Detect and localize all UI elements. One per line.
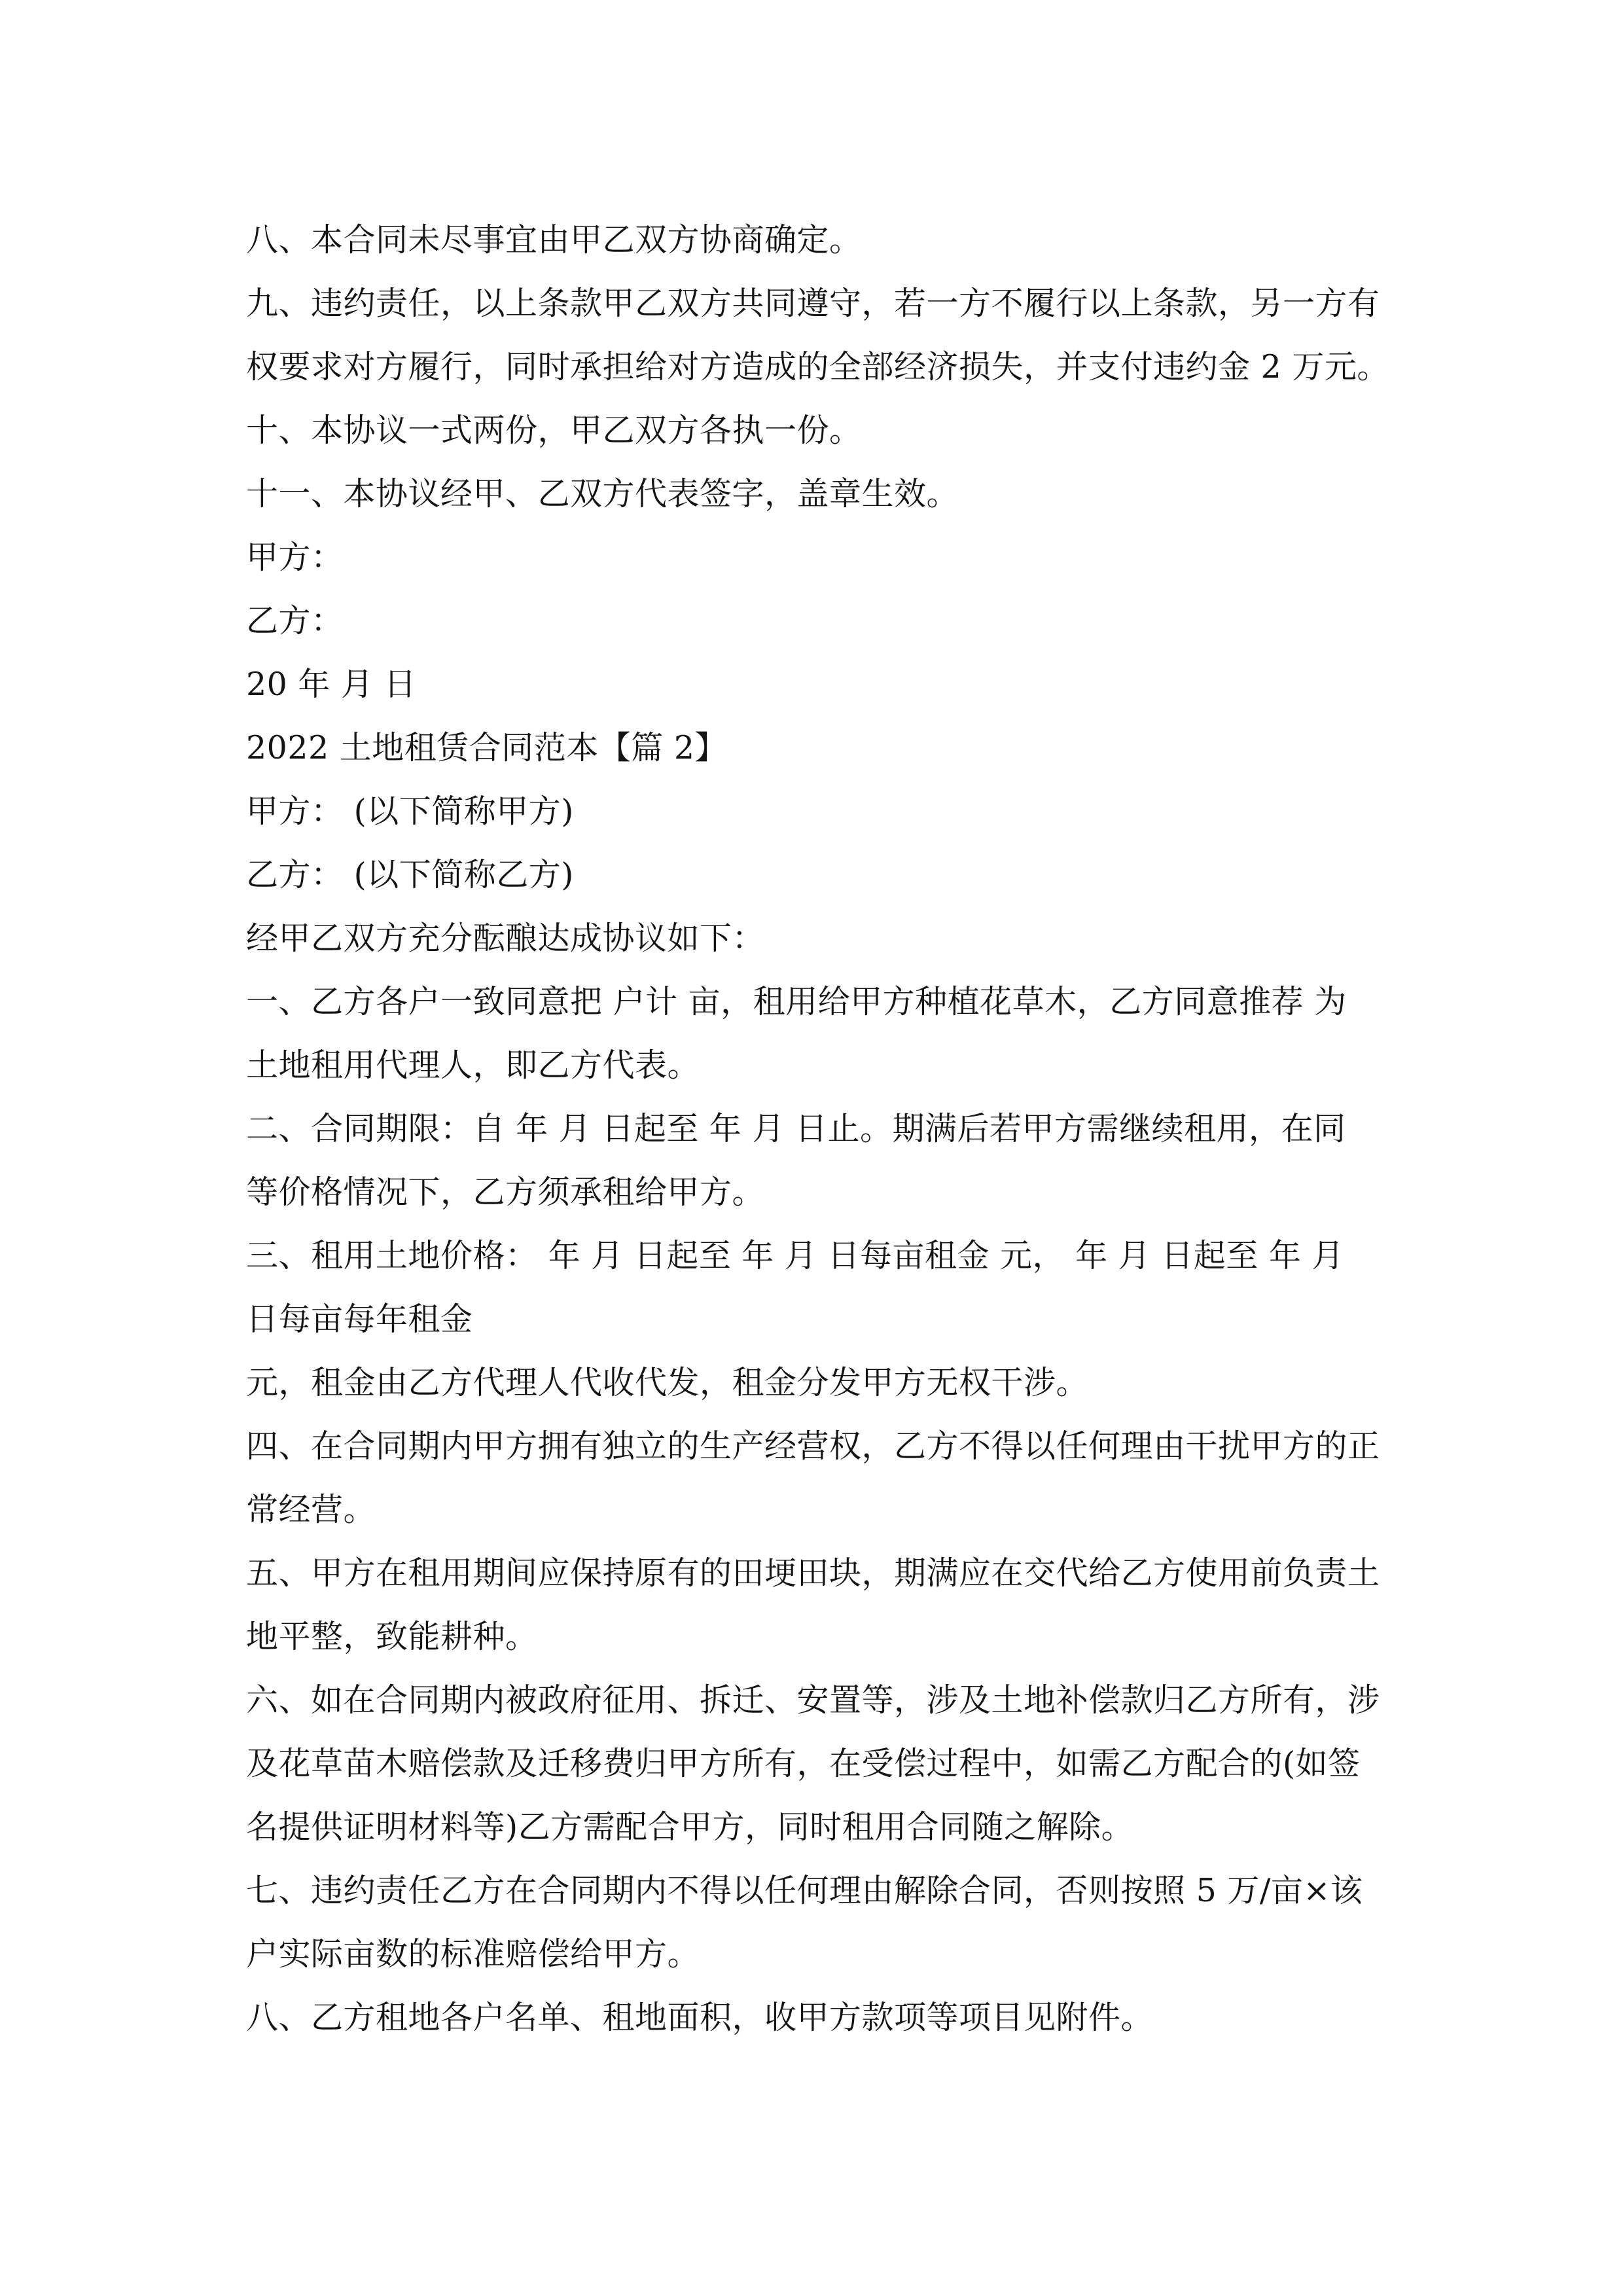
text-line: 二、合同期限：自 年 月 日起至 年 月 日止。期满后若甲方需继续租用，在同 — [246, 1110, 1346, 1147]
text-line: 九、违约责任，以上条款甲乙双方共同遵守，若一方不履行以上条款，另一方有 — [246, 285, 1380, 322]
text-line: 一、乙方各户一致同意把 户计 亩，租用给甲方种植花草木，乙方同意推荐 为 — [246, 983, 1347, 1020]
text-line: 名提供证明材料等)乙方需配合甲方，同时租用合同随之解除。 — [246, 1808, 1134, 1846]
document-body — [246, 208, 1389, 2049]
text-line: 户实际亩数的标准赔偿给甲方。 — [246, 1935, 700, 1973]
text-line: 十、本协议一式两份，甲乙双方各执一份。 — [246, 412, 862, 449]
text-line: 三、租用土地价格： 年 月 日起至 年 月 日每亩租金 元， 年 月 日起至 年 月 — [246, 1237, 1344, 1274]
text-line: 权要求对方履行，同时承担给对方造成的全部经济损失，并支付违约金 2 万元。 — [246, 348, 1389, 386]
section-heading: 2022 土地租赁合同范本【篇 2】 — [246, 729, 728, 766]
text-line: 元，租金由乙方代理人代收代发，租金分发甲方无权干涉。 — [246, 1364, 1089, 1401]
text-line: 常经营。 — [246, 1491, 376, 1528]
text-line: 及花草苗木赔偿款及迁移费归甲方所有，在受偿过程中，如需乙方配合的(如签 — [246, 1745, 1361, 1782]
text-line: 十一、本协议经甲、乙双方代表签字，盖章生效。 — [246, 475, 959, 512]
text-line: 五、甲方在租用期间应保持原有的田埂田块，期满应在交代给乙方使用前负责土 — [246, 1554, 1380, 1592]
signature-party-a: 甲方： — [246, 539, 344, 576]
text-line: 八、乙方租地各户名单、租地面积，收甲方款项等项目见附件。 — [246, 1999, 1154, 2036]
text-line: 地平整，致能耕种。 — [246, 1618, 538, 1655]
signature-date: 20 年 月 日 — [246, 666, 417, 703]
signature-party-b: 乙方： — [246, 602, 344, 639]
text-line: 六、如在合同期内被政府征用、拆迁、安置等，涉及土地补偿款归乙方所有，涉 — [246, 1681, 1380, 1719]
party-b-line: 乙方： (以下简称乙方) — [246, 856, 574, 893]
party-a-line: 甲方： (以下简称甲方) — [246, 793, 574, 830]
text-line: 日每亩每年租金 — [246, 1300, 473, 1338]
text-line: 土地租用代理人，即乙方代表。 — [246, 1047, 700, 1084]
text-line: 七、违约责任乙方在合同期内不得以任何理由解除合同，否则按照 5 万/亩×该 — [246, 1872, 1363, 1909]
text-line: 等价格情况下，乙方须承租给甲方。 — [246, 1174, 765, 1211]
text-line: 经甲乙双方充分酝酿达成协议如下： — [246, 920, 765, 957]
text-line: 四、在合同期内甲方拥有独立的生产经营权，乙方不得以任何理由干扰甲方的正 — [246, 1427, 1380, 1465]
text-line: 八、本合同未尽事宜由甲乙双方协商确定。 — [246, 221, 862, 259]
